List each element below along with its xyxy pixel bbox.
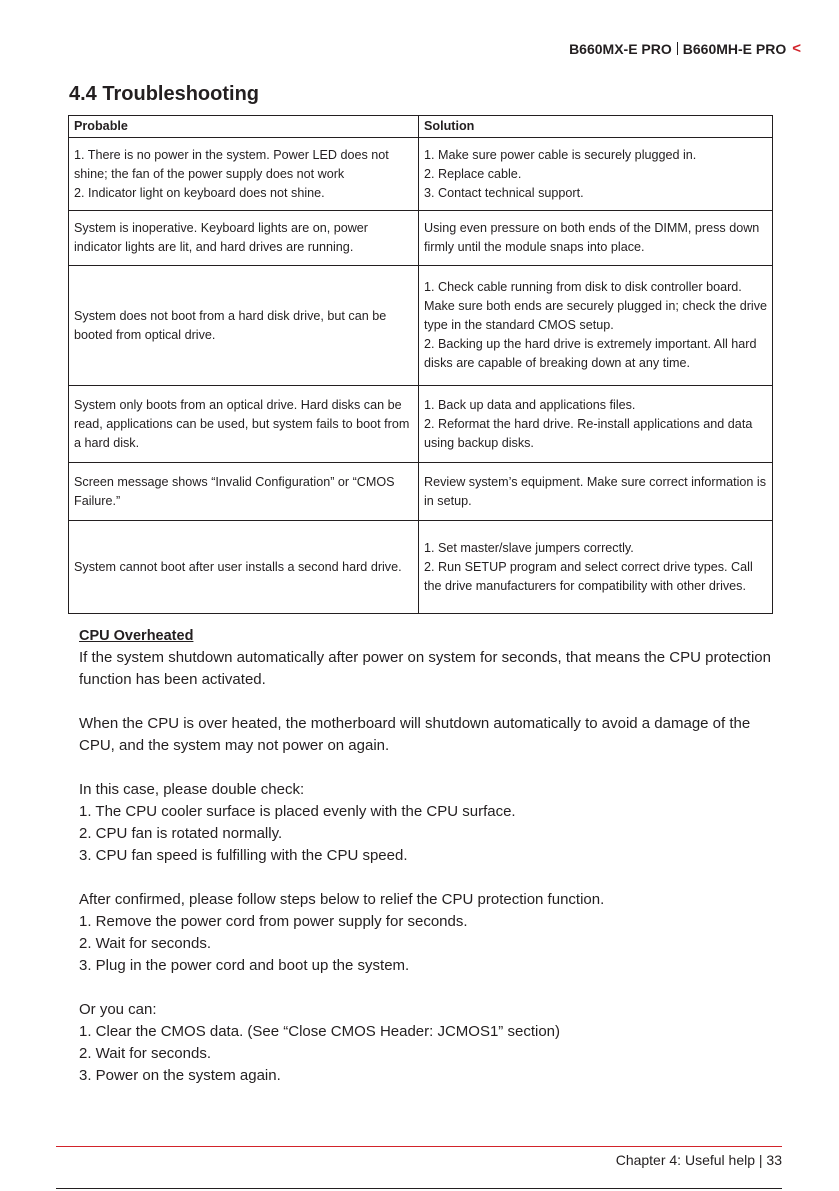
probable-cell: System cannot boot after user installs a second hard drive. xyxy=(69,521,419,614)
solution-cell: Review system’s equipment. Make sure correct information is in setup. xyxy=(419,463,773,521)
probable-cell: Screen message shows “Invalid Configuration” or “CMOS Failure.” xyxy=(69,463,419,521)
solution-cell: Using even pressure on both ends of the DIMM, press down firmly until the module snaps into place. xyxy=(419,211,773,266)
probable-cell: 1. There is no power in the system. Power LED does not shine; the fan of the power supply does not work 2. Indicator light on keyboard does not shine. xyxy=(69,138,419,211)
table-row xyxy=(69,463,773,521)
solution-cell: 1. Make sure power cable is securely plugged in. 2. Replace cable. 3. Contact technical support. xyxy=(419,138,773,211)
paragraph-gap xyxy=(79,977,779,999)
column-header-solution: Solution xyxy=(419,116,773,138)
header-separator xyxy=(677,42,678,55)
footer-divider xyxy=(56,1146,782,1147)
model-name-b: B660MH-E PRO xyxy=(682,40,787,57)
solution-cell: 1. Back up data and applications files. 2. Reformat the hard drive. Re-install applications and data using backup disks. xyxy=(419,386,773,463)
page-header xyxy=(569,40,801,57)
steps-list: After confirmed, please follow steps below to relief the CPU protection function. 1. Remove the power cord from power supply for seconds. 2. Wait for seconds. 3. Plug in the power cord and boot up the system. xyxy=(79,891,605,974)
solution-cell: 1. Set master/slave jumpers correctly. 2. Run SETUP program and select correct drive types. Call the drive manufacturers for compatibility with other drives. xyxy=(419,521,773,614)
table-row xyxy=(69,386,773,463)
alternative-steps-list: Or you can: 1. Clear the CMOS data. (See “Close CMOS Header: JCMOS1” section) 2. Wait for seconds. 3. Power on the system again. xyxy=(79,1001,560,1084)
table-row xyxy=(69,138,773,211)
cpu-overheated-section xyxy=(79,625,779,1087)
table-row xyxy=(69,521,773,614)
chevron-left-icon: < xyxy=(792,40,801,57)
probable-cell: System only boots from an optical drive. Hard disks can be read, applications can be used, but system fails to boot from a hard disk. xyxy=(69,386,419,463)
footer-page-label: Chapter 4: Useful help | 33 xyxy=(615,1152,782,1168)
paragraph: When the CPU is over heated, the motherboard will shutdown automatically to avoid a damage of the CPU, and the system may not power on again. xyxy=(79,715,751,754)
table-header-row xyxy=(69,116,773,138)
troubleshooting-table xyxy=(68,115,773,614)
probable-cell: System does not boot from a hard disk drive, but can be booted from optical drive. xyxy=(69,266,419,386)
paragraph-gap xyxy=(79,867,779,889)
column-header-probable: Probable xyxy=(69,116,419,138)
probable-cell: System is inoperative. Keyboard lights are on, power indicator lights are lit, and hard drives are running. xyxy=(69,211,419,266)
paragraph-gap xyxy=(79,757,779,779)
paragraph: If the system shutdown automatically after power on system for seconds, that means the CPU protection function has been activated. xyxy=(79,649,771,688)
section-heading: CPU Overheated xyxy=(79,628,194,644)
check-list: In this case, please double check: 1. The CPU cooler surface is placed evenly with the CPU surface. 2. CPU fan is rotated normally. 3. CPU fan speed is fulfilling with the CPU speed. xyxy=(79,781,516,864)
table-row xyxy=(69,211,773,266)
paragraph-gap xyxy=(79,691,779,713)
solution-cell: 1. Check cable running from disk to disk controller board. Make sure both ends are securely plugged in; check the drive type in the standard CMOS setup. 2. Backing up the hard drive is extremely important. All hard disks are capable of breaking down at any time. xyxy=(419,266,773,386)
page-title: 4.4 Troubleshooting xyxy=(69,83,260,105)
table-row xyxy=(69,266,773,386)
model-name-a: B660MX-E PRO xyxy=(569,40,672,57)
footer-bottom-rule xyxy=(56,1188,782,1189)
